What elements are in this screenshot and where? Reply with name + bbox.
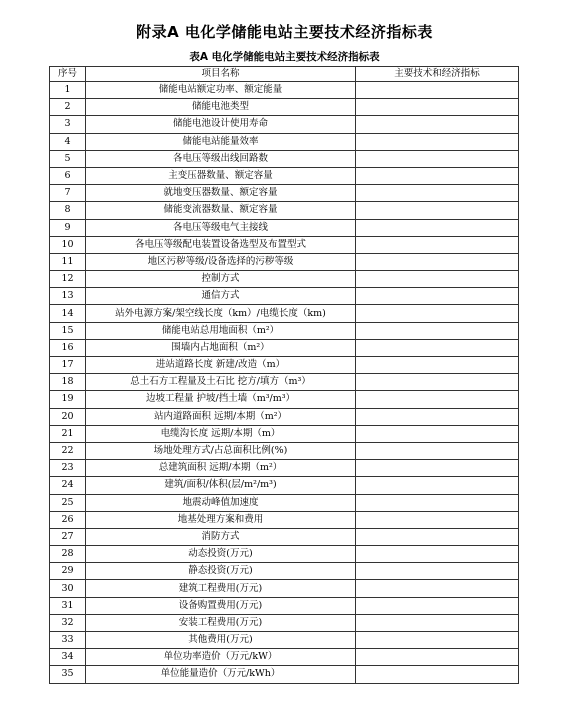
row-item-name: 通信方式 bbox=[86, 288, 356, 305]
row-serial-no: 29 bbox=[50, 563, 86, 580]
row-serial-no: 31 bbox=[50, 597, 86, 614]
row-indicator-value bbox=[356, 82, 519, 99]
row-indicator-value bbox=[356, 580, 519, 597]
row-indicator-value bbox=[356, 649, 519, 666]
table-row bbox=[50, 460, 519, 477]
row-serial-no: 27 bbox=[50, 528, 86, 545]
row-serial-no: 19 bbox=[50, 391, 86, 408]
row-item-name: 消防方式 bbox=[86, 528, 356, 545]
row-indicator-value bbox=[356, 339, 519, 356]
table-row bbox=[50, 339, 519, 356]
row-item-name: 边坡工程量 护坡/挡土墙（m³/m³） bbox=[86, 391, 356, 408]
row-serial-no: 16 bbox=[50, 339, 86, 356]
row-item-name: 各电压等级电气主接线 bbox=[86, 219, 356, 236]
row-item-name: 静态投资(万元) bbox=[86, 563, 356, 580]
row-serial-no: 23 bbox=[50, 460, 86, 477]
header-indicators: 主要技术和经济指标 bbox=[356, 67, 519, 82]
row-serial-no: 30 bbox=[50, 580, 86, 597]
row-serial-no: 9 bbox=[50, 219, 86, 236]
table-row bbox=[50, 666, 519, 683]
row-item-name: 进站道路长度 新建/改造（m） bbox=[86, 357, 356, 374]
row-indicator-value bbox=[356, 597, 519, 614]
table-row bbox=[50, 253, 519, 270]
row-item-name: 站外电源方案/架空线长度（km）/电缆长度（km) bbox=[86, 305, 356, 322]
table-row bbox=[50, 528, 519, 545]
table-row bbox=[50, 116, 519, 133]
table-row bbox=[50, 477, 519, 494]
row-indicator-value bbox=[356, 357, 519, 374]
row-serial-no: 14 bbox=[50, 305, 86, 322]
row-serial-no: 13 bbox=[50, 288, 86, 305]
row-indicator-value bbox=[356, 425, 519, 442]
row-indicator-value bbox=[356, 305, 519, 322]
table-row bbox=[50, 150, 519, 167]
row-item-name: 设备购置费用(万元) bbox=[86, 597, 356, 614]
table-row bbox=[50, 614, 519, 631]
row-serial-no: 4 bbox=[50, 133, 86, 150]
table-row bbox=[50, 580, 519, 597]
row-item-name: 建筑/面积/体积(层/m²/m³) bbox=[86, 477, 356, 494]
row-item-name: 站内道路面积 远期/本期（m²） bbox=[86, 408, 356, 425]
row-indicator-value bbox=[356, 442, 519, 459]
row-serial-no: 15 bbox=[50, 322, 86, 339]
row-item-name: 总土石方工程量及土石比 挖方/填方（m³） bbox=[86, 374, 356, 391]
table-row bbox=[50, 546, 519, 563]
table-row bbox=[50, 597, 519, 614]
table-row bbox=[50, 271, 519, 288]
table-row bbox=[50, 563, 519, 580]
row-item-name: 储能电池类型 bbox=[86, 99, 356, 116]
table-row bbox=[50, 425, 519, 442]
row-indicator-value bbox=[356, 477, 519, 494]
row-item-name: 建筑工程费用(万元) bbox=[86, 580, 356, 597]
row-indicator-value bbox=[356, 150, 519, 167]
row-serial-no: 34 bbox=[50, 649, 86, 666]
row-item-name: 储能电池设计使用寿命 bbox=[86, 116, 356, 133]
row-item-name: 就地变压器数量、额定容量 bbox=[86, 185, 356, 202]
row-indicator-value bbox=[356, 185, 519, 202]
indicators-table bbox=[49, 66, 519, 684]
row-item-name: 围墙内占地面积（m²） bbox=[86, 339, 356, 356]
header-serial-no: 序号 bbox=[50, 67, 86, 82]
table-row bbox=[50, 357, 519, 374]
row-item-name: 储能电站总用地面积（m²） bbox=[86, 322, 356, 339]
row-serial-no: 35 bbox=[50, 666, 86, 683]
row-indicator-value bbox=[356, 236, 519, 253]
table-row bbox=[50, 374, 519, 391]
row-item-name: 地区污秽等级/设备选择的污秽等级 bbox=[86, 253, 356, 270]
table-row bbox=[50, 202, 519, 219]
row-item-name: 地基处理方案和费用 bbox=[86, 511, 356, 528]
row-item-name: 储能电站额定功率、额定能量 bbox=[86, 82, 356, 99]
row-serial-no: 3 bbox=[50, 116, 86, 133]
row-serial-no: 20 bbox=[50, 408, 86, 425]
row-serial-no: 1 bbox=[50, 82, 86, 99]
row-serial-no: 26 bbox=[50, 511, 86, 528]
row-item-name: 地震动峰值加速度 bbox=[86, 494, 356, 511]
table-row bbox=[50, 649, 519, 666]
row-item-name: 场地处理方式/占总面积比例(%) bbox=[86, 442, 356, 459]
row-serial-no: 6 bbox=[50, 167, 86, 184]
row-item-name: 单位功率造价（万元/kW） bbox=[86, 649, 356, 666]
row-serial-no: 21 bbox=[50, 425, 86, 442]
table-row bbox=[50, 322, 519, 339]
row-serial-no: 22 bbox=[50, 442, 86, 459]
table-row bbox=[50, 185, 519, 202]
row-indicator-value bbox=[356, 632, 519, 649]
row-item-name: 储能电站能量效率 bbox=[86, 133, 356, 150]
header-item-name: 项目名称 bbox=[86, 67, 356, 82]
row-serial-no: 17 bbox=[50, 357, 86, 374]
row-item-name: 各电压等级出线回路数 bbox=[86, 150, 356, 167]
table-row bbox=[50, 442, 519, 459]
row-indicator-value bbox=[356, 614, 519, 631]
row-indicator-value bbox=[356, 116, 519, 133]
row-serial-no: 24 bbox=[50, 477, 86, 494]
row-serial-no: 18 bbox=[50, 374, 86, 391]
row-serial-no: 8 bbox=[50, 202, 86, 219]
row-indicator-value bbox=[356, 563, 519, 580]
table-row bbox=[50, 288, 519, 305]
row-item-name: 动态投资(万元) bbox=[86, 546, 356, 563]
table-row bbox=[50, 82, 519, 99]
row-indicator-value bbox=[356, 511, 519, 528]
row-item-name: 储能变流器数量、额定容量 bbox=[86, 202, 356, 219]
row-item-name: 各电压等级配电装置设备选型及布置型式 bbox=[86, 236, 356, 253]
row-item-name: 控制方式 bbox=[86, 271, 356, 288]
row-item-name: 电缆沟长度 远期/本期（m） bbox=[86, 425, 356, 442]
row-indicator-value bbox=[356, 494, 519, 511]
row-indicator-value bbox=[356, 133, 519, 150]
row-indicator-value bbox=[356, 288, 519, 305]
row-serial-no: 7 bbox=[50, 185, 86, 202]
table-row bbox=[50, 391, 519, 408]
row-serial-no: 28 bbox=[50, 546, 86, 563]
row-indicator-value bbox=[356, 202, 519, 219]
table-body bbox=[50, 82, 519, 684]
row-serial-no: 2 bbox=[50, 99, 86, 116]
table-row bbox=[50, 133, 519, 150]
row-serial-no: 12 bbox=[50, 271, 86, 288]
row-indicator-value bbox=[356, 528, 519, 545]
table-caption: 表A 电化学储能电站主要技术经济指标表 bbox=[189, 51, 380, 63]
row-indicator-value bbox=[356, 322, 519, 339]
row-indicator-value bbox=[356, 374, 519, 391]
row-serial-no: 32 bbox=[50, 614, 86, 631]
row-serial-no: 5 bbox=[50, 150, 86, 167]
row-item-name: 单位能量造价（万元/kWh） bbox=[86, 666, 356, 683]
row-indicator-value bbox=[356, 253, 519, 270]
table-header-row bbox=[50, 67, 519, 82]
table-row bbox=[50, 494, 519, 511]
row-serial-no: 10 bbox=[50, 236, 86, 253]
table-row bbox=[50, 167, 519, 184]
table-row bbox=[50, 99, 519, 116]
row-indicator-value bbox=[356, 460, 519, 477]
row-serial-no: 11 bbox=[50, 253, 86, 270]
row-indicator-value bbox=[356, 546, 519, 563]
row-serial-no: 33 bbox=[50, 632, 86, 649]
row-indicator-value bbox=[356, 391, 519, 408]
row-indicator-value bbox=[356, 99, 519, 116]
table-row bbox=[50, 408, 519, 425]
row-item-name: 主变压器数量、额定容量 bbox=[86, 167, 356, 184]
row-indicator-value bbox=[356, 219, 519, 236]
row-item-name: 其他费用(万元) bbox=[86, 632, 356, 649]
row-indicator-value bbox=[356, 271, 519, 288]
row-item-name: 总建筑面积 远期/本期（m²） bbox=[86, 460, 356, 477]
table-row bbox=[50, 236, 519, 253]
row-item-name: 安装工程费用(万元) bbox=[86, 614, 356, 631]
row-indicator-value bbox=[356, 666, 519, 683]
table-row bbox=[50, 219, 519, 236]
row-serial-no: 25 bbox=[50, 494, 86, 511]
row-indicator-value bbox=[356, 408, 519, 425]
row-indicator-value bbox=[356, 167, 519, 184]
table-row bbox=[50, 305, 519, 322]
table-row bbox=[50, 632, 519, 649]
appendix-title: 附录A 电化学储能电站主要技术经济指标表 bbox=[136, 23, 433, 41]
table-row bbox=[50, 511, 519, 528]
